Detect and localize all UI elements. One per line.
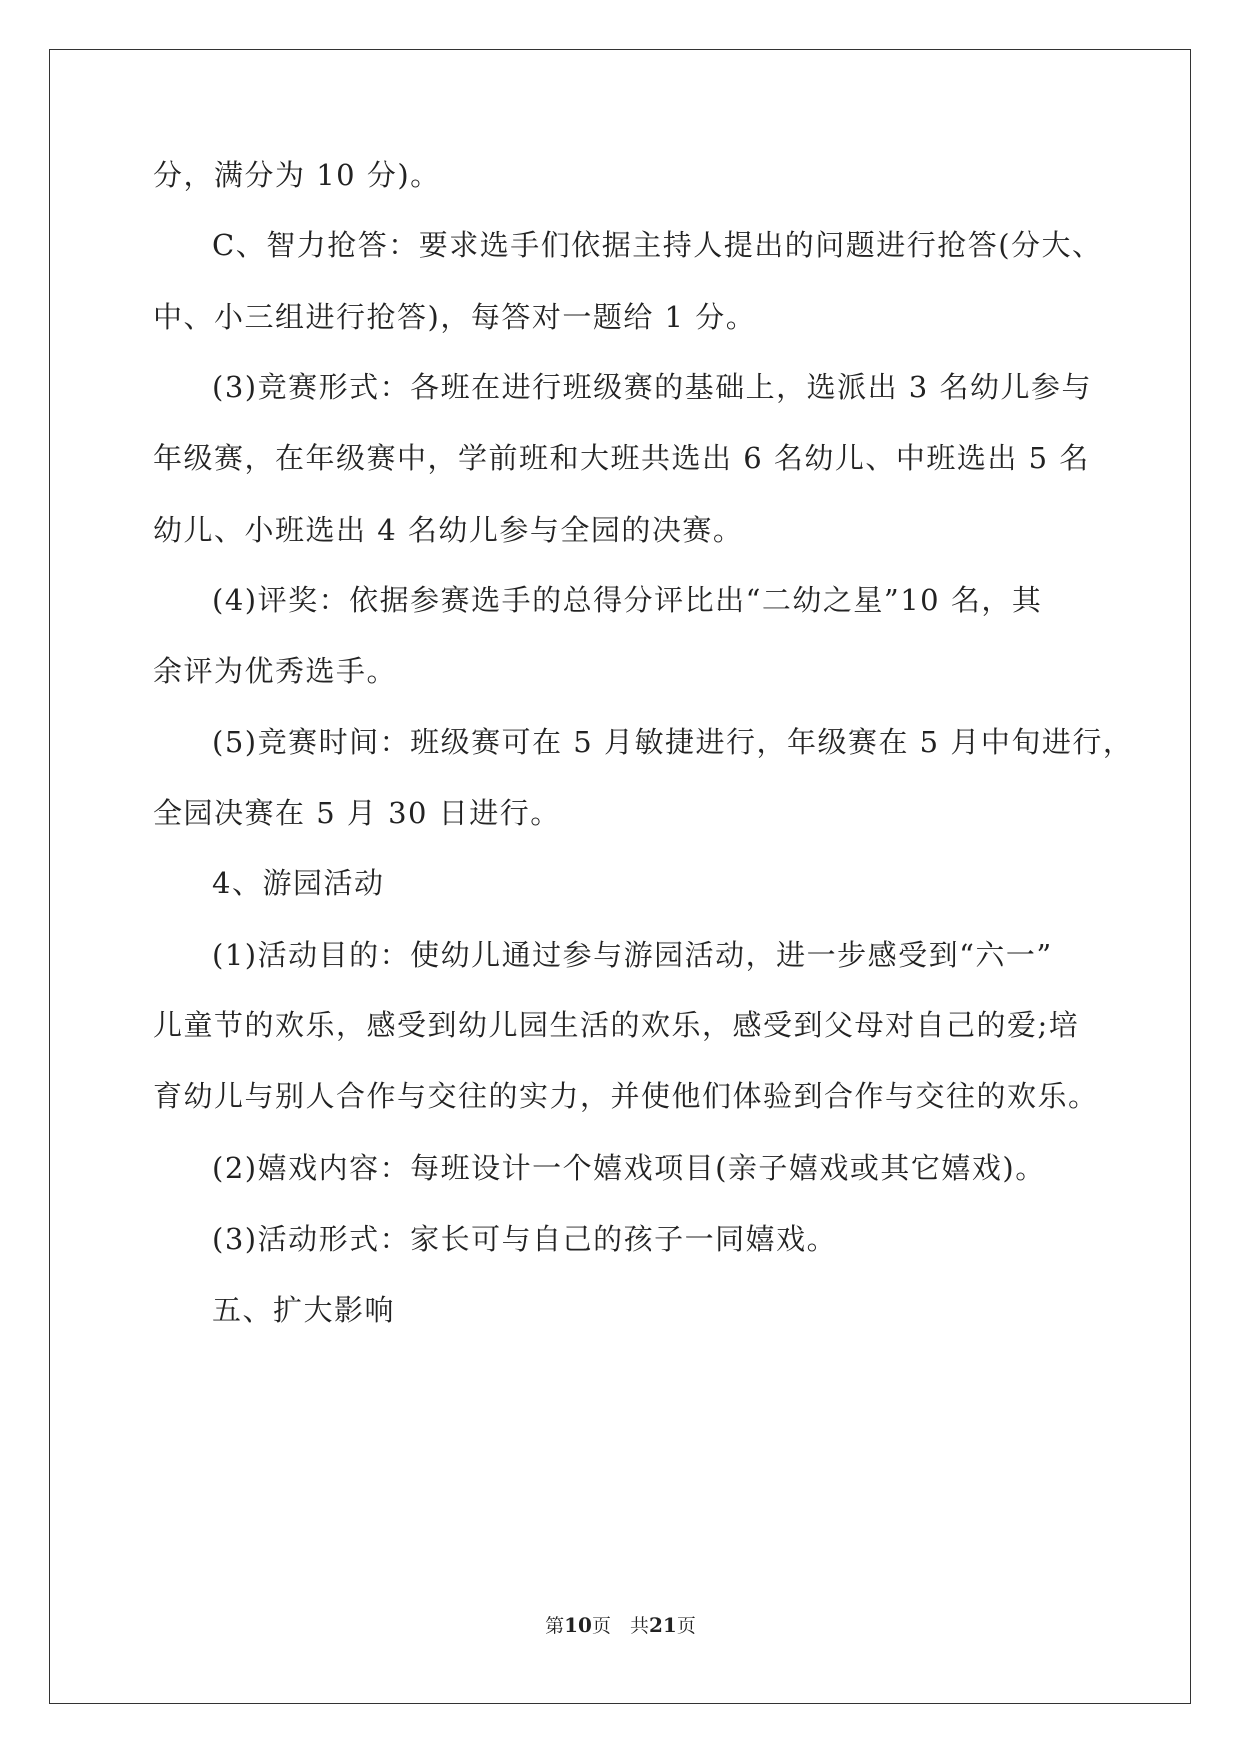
- text-line-10: 全园决赛在 5 月 30 日进行。: [153, 796, 561, 830]
- text-line-1: 分，满分为 10 分)。: [153, 158, 441, 192]
- text-line-13: 儿童节的欢乐，感受到幼儿园生活的欢乐，感受到父母对自己的爱;培: [153, 1008, 1080, 1042]
- section-heading-4: 4、游园活动: [212, 866, 385, 900]
- footer-middle: 页 共: [591, 1615, 649, 1637]
- page-footer: [0, 1613, 1241, 1638]
- text-line-14: 育幼儿与别人合作与交往的实力，并使他们体验到合作与交往的欢乐。: [153, 1079, 1099, 1113]
- text-line-9: (5)竞赛时间：班级赛可在 5 月敏捷进行，年级赛在 5 月中旬进行，: [212, 725, 1134, 759]
- total-pages-number: 21: [649, 1613, 677, 1637]
- section-heading-5: 五、扩大影响: [212, 1293, 396, 1327]
- footer-prefix: 第: [545, 1615, 565, 1637]
- current-page-number: 10: [564, 1613, 592, 1637]
- text-line-3: 中、小三组进行抢答)，每答对一题给 1 分。: [153, 300, 757, 334]
- text-line-2: C、智力抢答：要求选手们依据主持人提出的问题进行抢答(分大、: [212, 228, 1103, 262]
- text-line-5: 年级赛，在年级赛中，学前班和大班共选出 6 名幼儿、中班选出 5 名: [153, 441, 1090, 475]
- text-line-4: (3)竞赛形式：各班在进行班级赛的基础上，选派出 3 名幼儿参与: [212, 370, 1092, 404]
- text-line-16: (3)活动形式：家长可与自己的孩子一同嬉戏。: [212, 1222, 838, 1256]
- text-line-6: 幼儿、小班选出 4 名幼儿参与全园的决赛。: [153, 513, 744, 547]
- text-line-12: (1)活动目的：使幼儿通过参与游园活动，进一步感受到“六一”: [212, 938, 1053, 972]
- text-line-8: 余评为优秀选手。: [153, 654, 398, 688]
- text-line-7: (4)评奖：依据参赛选手的总得分评比出“二幼之星”10 名，其: [212, 583, 1043, 617]
- text-line-15: (2)嬉戏内容：每班设计一个嬉戏项目(亲子嬉戏或其它嬉戏)。: [212, 1151, 1046, 1185]
- footer-suffix: 页: [676, 1615, 696, 1637]
